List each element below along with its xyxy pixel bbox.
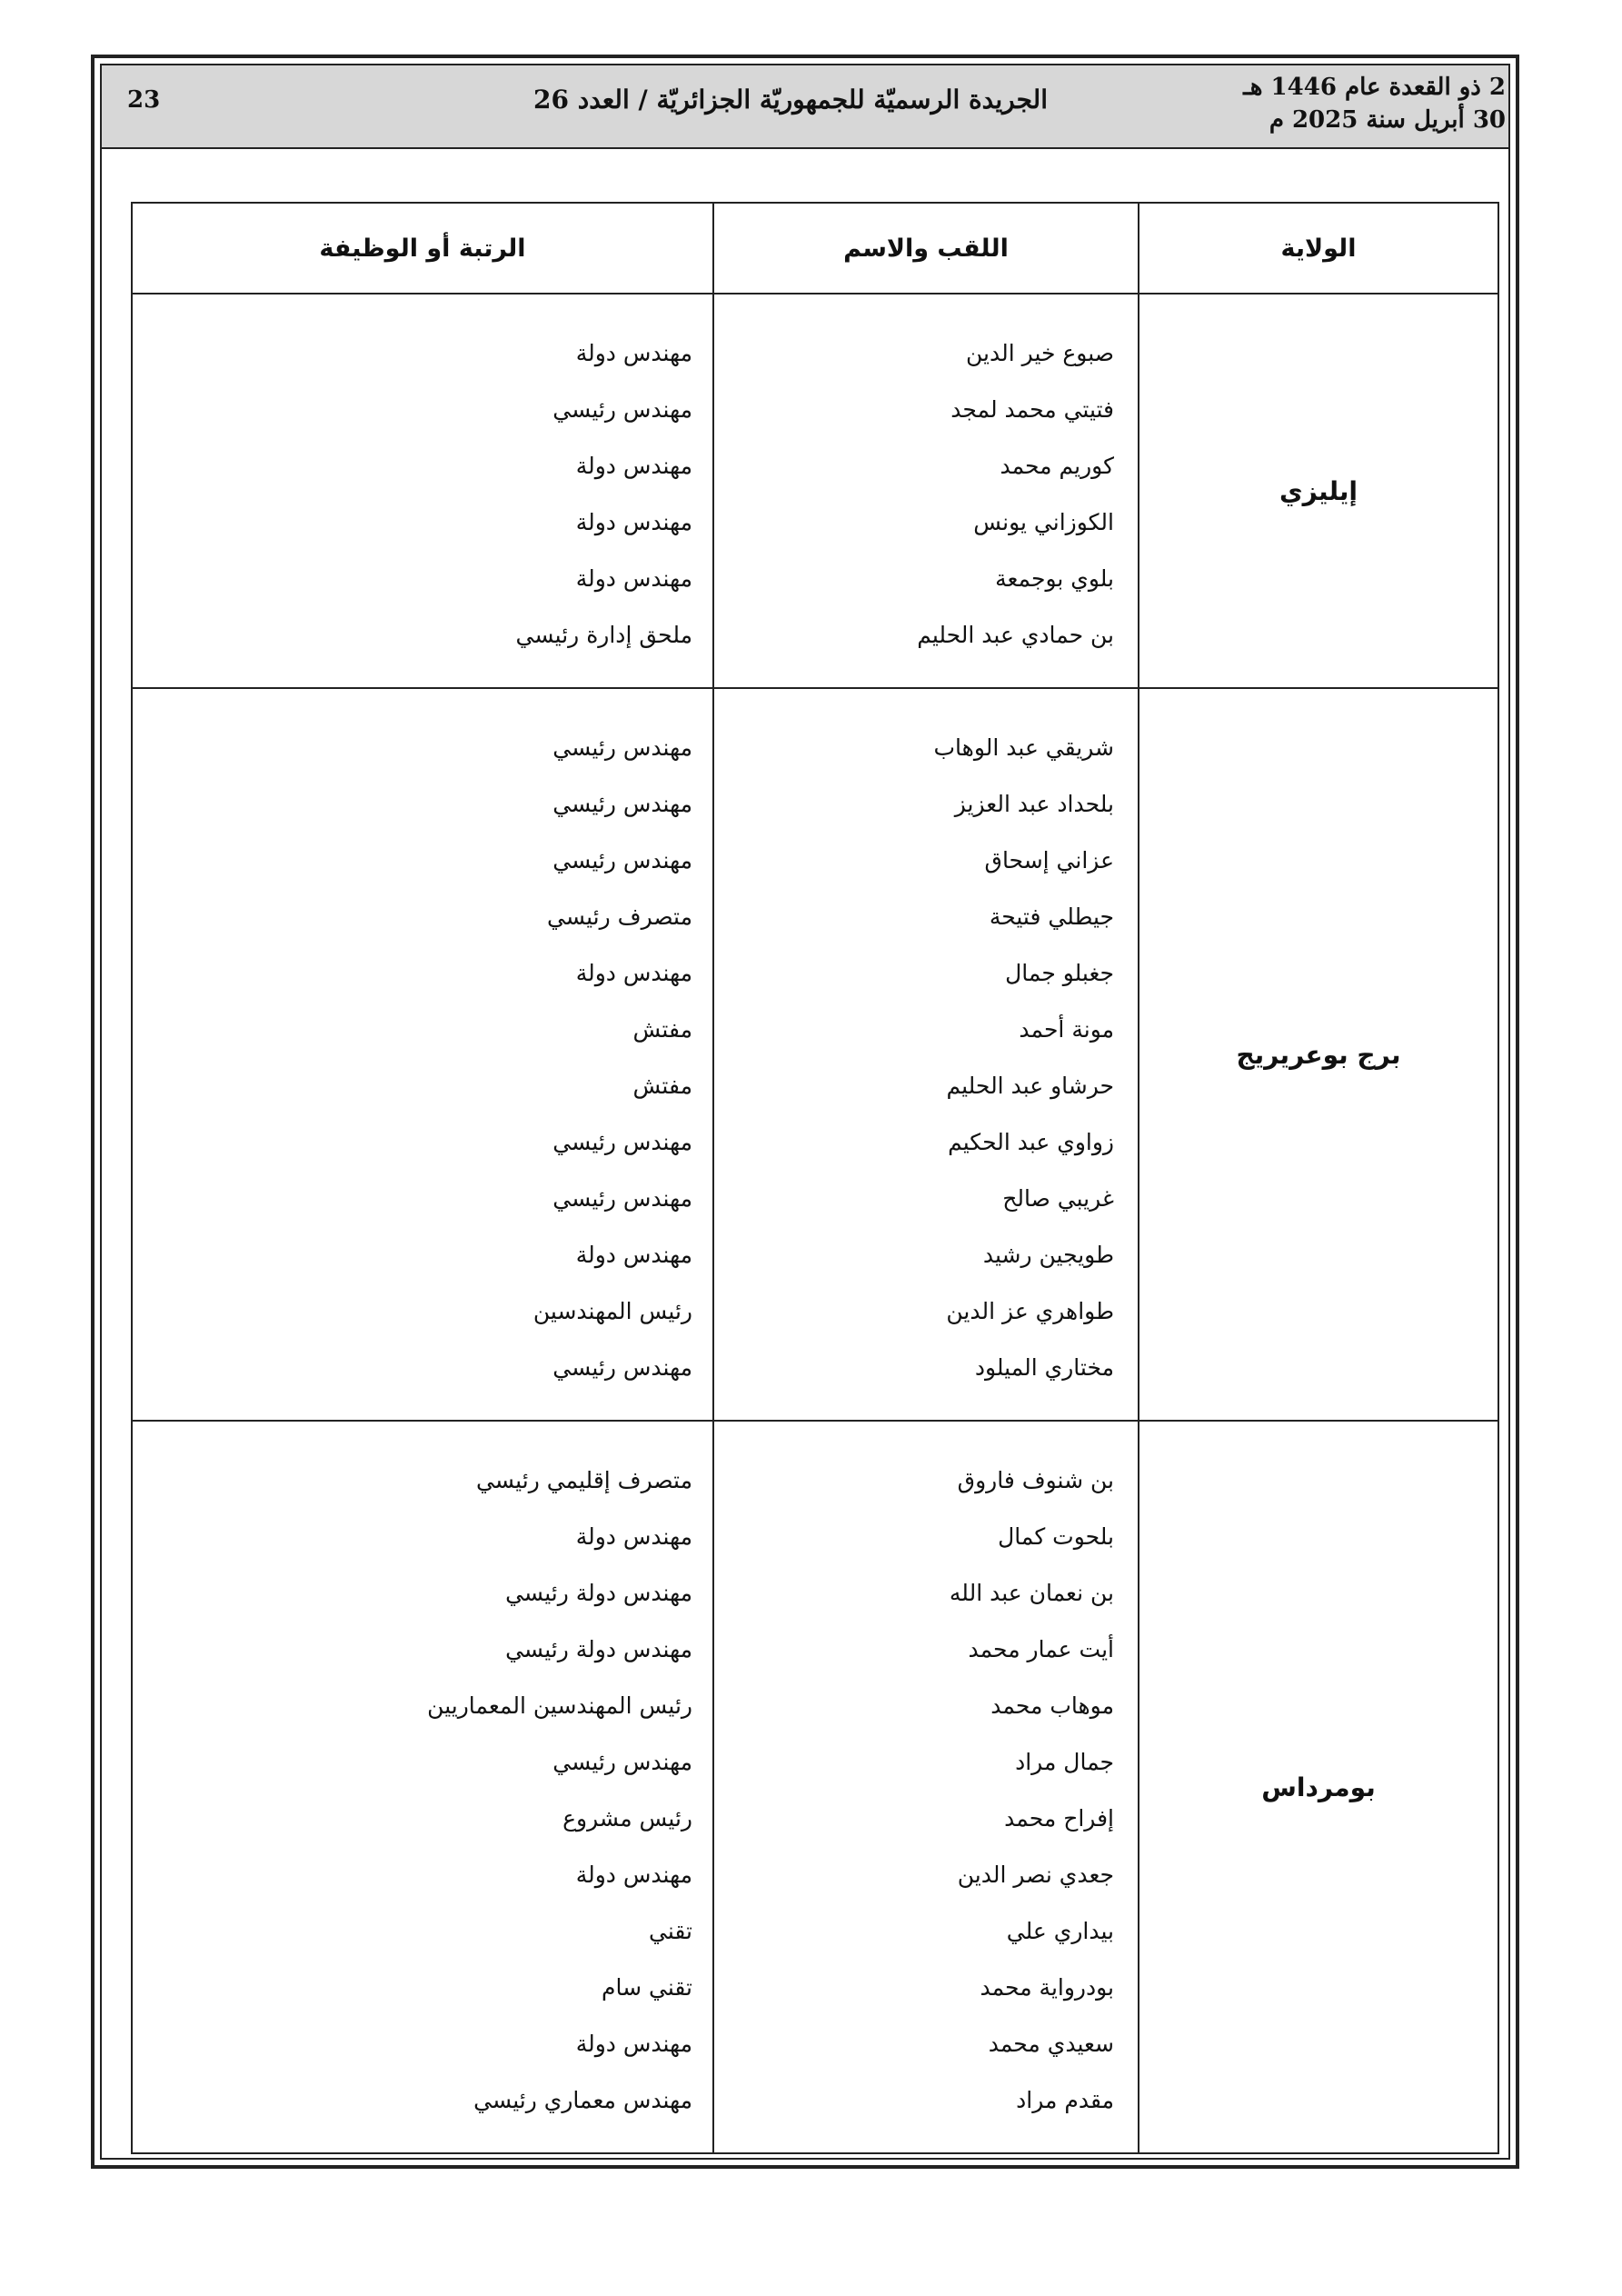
ranks-cell [132,1421,713,2153]
wilaya-cell: إيليزي [1139,294,1498,688]
person-rank: مهندس دولة [575,509,692,535]
person-name: حرشاو عبد الحليم [946,1073,1114,1099]
person-rank: متصرف إقليمي رئيسي [476,1467,692,1493]
header-date-gregorian: 30 أبريل سنة 2025 م [1269,106,1506,134]
person-rank: مفتش [632,1073,692,1099]
table-group-bordj-bou-arreridj [132,688,1498,1421]
person-name: غريبي صالح [1002,1185,1114,1212]
names-cell [713,688,1139,1421]
person-rank: رئيس مشروع [562,1805,692,1832]
person-name: بودرواية محمد [980,1974,1114,2001]
person-rank: مهندس معماري رئيسي [473,2087,692,2113]
person-rank: متصرف رئيسي [547,903,692,930]
column-header-wilaya: الولاية [1139,203,1498,294]
person-name: بلحوت كمال [998,1523,1114,1550]
person-name: فتيتي محمد لمجد [950,396,1114,423]
page-number: 23 [127,86,161,114]
person-name: زواوي عبد الحكيم [948,1129,1114,1155]
person-rank: مهندس رئيسي [552,791,692,817]
person-rank: مهندس رئيسي [552,1749,692,1775]
person-name: شريقي عبد الوهاب [933,734,1114,761]
person-rank: رئيس المهندسين [532,1298,692,1324]
person-rank: مهندس رئيسي [552,1129,692,1155]
person-name: بيداري علي [1006,1918,1114,1944]
person-rank: تقني سام [602,1974,692,2001]
person-name: مقدم مراد [1016,2087,1114,2113]
person-rank: مهندس رئيسي [552,1354,692,1381]
table-group-boumerdes [132,1421,1498,2153]
person-name: أيت عمار محمد [968,1636,1114,1662]
person-name: سعيدي محمد [988,2031,1114,2057]
person-rank: مهندس رئيسي [552,396,692,423]
person-rank: مهندس رئيسي [552,847,692,873]
person-name: بن نعمان عبد الله [949,1580,1114,1606]
person-rank: مهندس دولة [575,960,692,986]
wilaya-cell: برج بوعريريج [1139,688,1498,1421]
person-rank: مهندس دولة [575,1242,692,1268]
header-date [1243,71,1506,136]
person-rank: ملحق إدارة رئيسي [515,622,692,648]
person-name: جغبلو جمال [1005,960,1114,986]
person-name: بن حمادي عبد الحليم [917,622,1114,648]
person-rank: تقني [649,1918,692,1944]
table-group-illizi [132,294,1498,688]
names-cell [713,294,1139,688]
person-rank: مهندس رئيسي [552,1185,692,1212]
person-name: جعدي نصر الدين [957,1862,1114,1888]
person-rank: مهندس دولة [575,1862,692,1888]
ranks-cell [132,688,713,1421]
person-name: كوريم محمد [1000,453,1114,479]
person-rank: مفتش [632,1016,692,1043]
person-name: صبوع خير الدين [966,340,1114,366]
wilaya-cell: بومرداس [1139,1421,1498,2153]
person-name: موهاب محمد [990,1692,1114,1719]
person-rank: مهندس دولة رئيسي [505,1580,692,1606]
person-rank: مهندس دولة [575,2031,692,2057]
person-name: طويجين رشيد [982,1242,1114,1268]
person-name: طواهري عز الدين [946,1298,1114,1324]
appointments-table [131,202,1499,2154]
person-name: جمال مراد [1015,1749,1114,1775]
column-header-name: اللقب والاسم [713,203,1139,294]
header-date-hijri: 2 ذو القعدة عام 1446 هـ [1243,74,1506,101]
person-name: مونة أحمد [1019,1016,1114,1043]
column-header-rank: الرتبة أو الوظيفة [132,203,713,294]
person-rank: مهندس دولة [575,453,692,479]
person-name: بلوي بوجمعة [995,565,1114,592]
person-name: عزاني إسحاق [984,847,1114,873]
ranks-cell [132,294,713,688]
header-title: الجريدة الرسميّة للجمهوريّة الجزائريّة / العدد 26 [533,85,1048,115]
person-rank: مهندس دولة [575,1523,692,1550]
person-rank: رئيس المهندسين المعماريين [427,1692,692,1719]
person-rank: مهندس دولة [575,340,692,366]
person-name: جيطلي فتيحة [989,903,1114,930]
person-rank: مهندس رئيسي [552,734,692,761]
person-name: إفراح محمد [1004,1805,1114,1832]
person-name: بلحداد عبد العزيز [954,791,1114,817]
person-name: بن شنوف فاروق [957,1467,1114,1493]
person-name: مختاري الميلود [974,1354,1114,1381]
person-rank: مهندس دولة رئيسي [505,1636,692,1662]
names-cell [713,1421,1139,2153]
person-rank: مهندس دولة [575,565,692,592]
table-header-row [132,203,1498,294]
person-name: الكوزاني يونس [973,509,1114,535]
